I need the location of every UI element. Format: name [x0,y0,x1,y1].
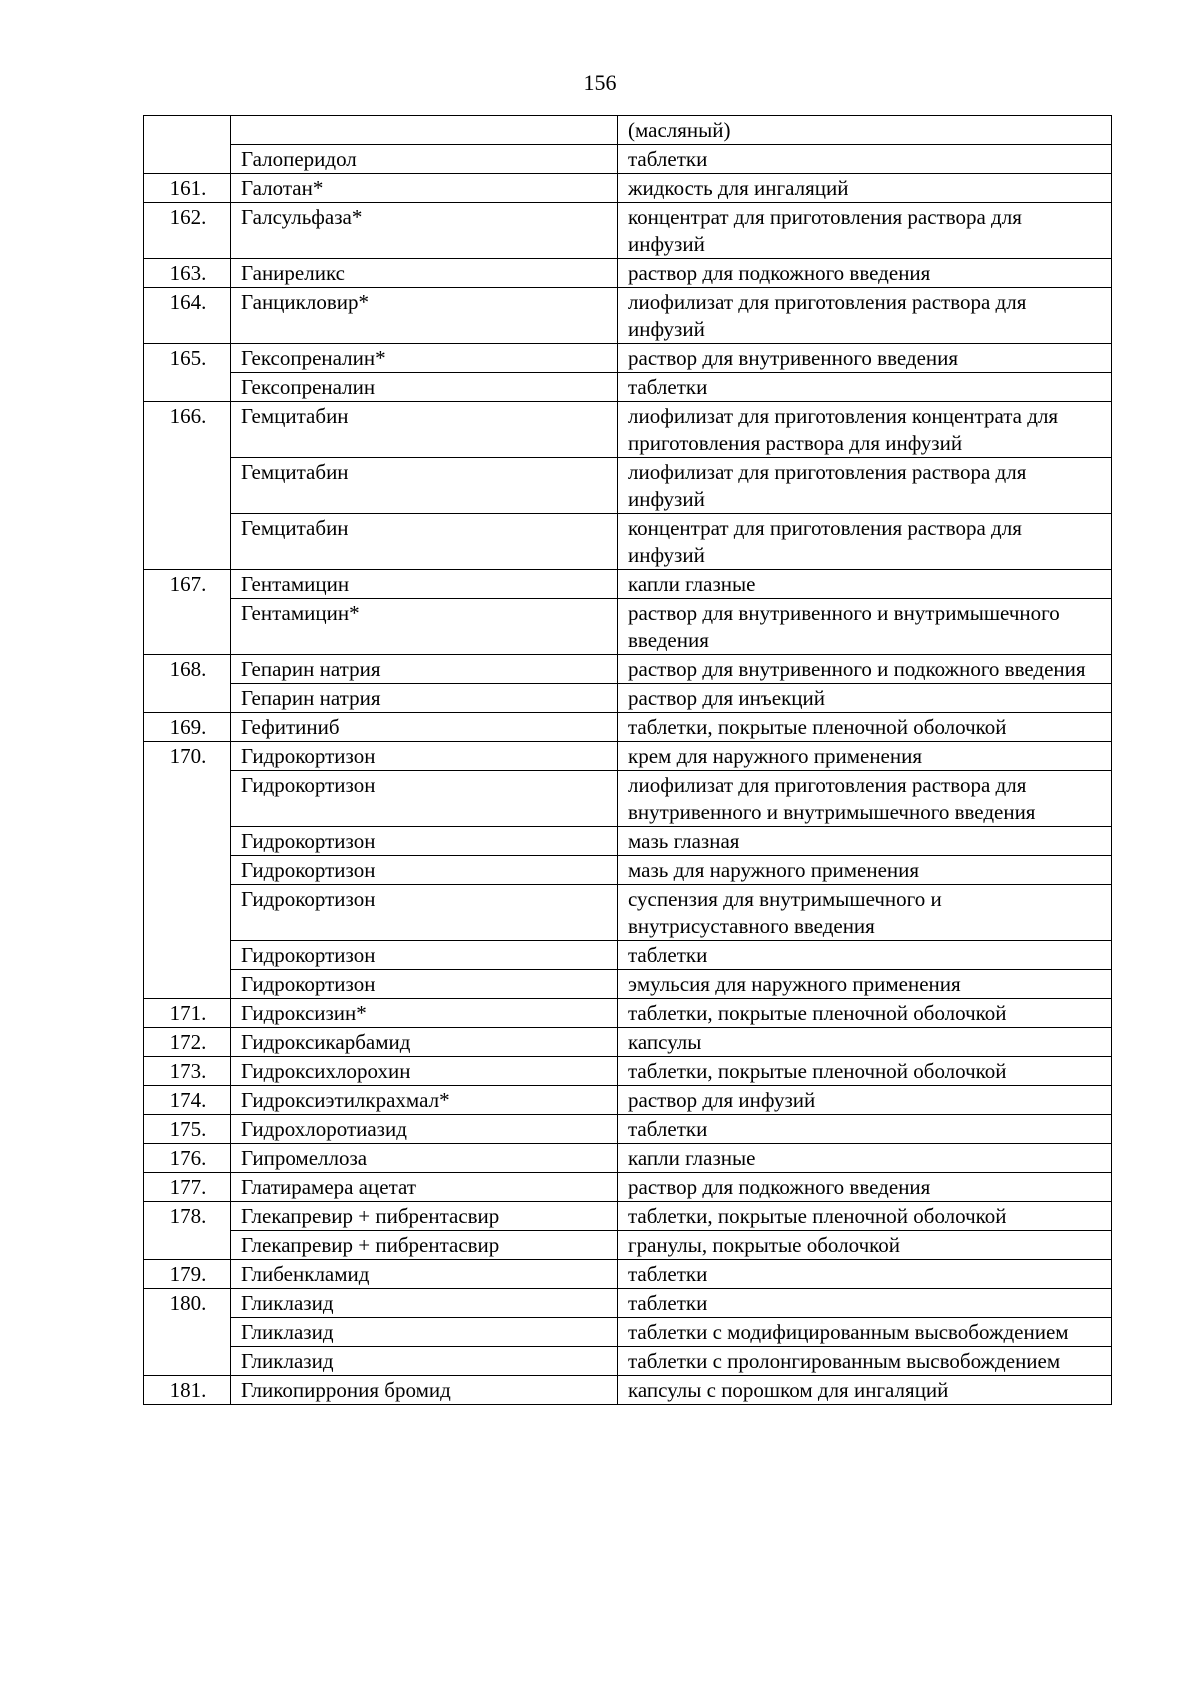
drug-name-cell: Галсульфаза* [231,203,618,259]
table-row [144,713,1112,742]
dosage-form-cell: капсулы с порошком для ингаляций [618,1376,1112,1405]
dosage-form-cell: лиофилизат для приготовления раствора для внутривенного и внутримышечного введения [618,771,1112,827]
table-row [144,1260,1112,1289]
entry-number-cell: 175. [144,1115,231,1144]
drug-name-cell: Гликлазид [231,1289,618,1318]
drug-name-cell: Глатирамера ацетат [231,1173,618,1202]
dosage-form-cell: лиофилизат для приготовления раствора для инфузий [618,288,1112,344]
entry-number-cell: 168. [144,655,231,713]
dosage-form-cell: капли глазные [618,570,1112,599]
drug-name-cell: Гепарин натрия [231,655,618,684]
entry-number-cell: 163. [144,259,231,288]
dosage-form-cell: концентрат для приготовления раствора для инфузий [618,203,1112,259]
drug-name-cell: Гексопреналин* [231,344,618,373]
entry-number-cell: 172. [144,1028,231,1057]
entry-number-cell: 179. [144,1260,231,1289]
table-row [144,116,1112,145]
drug-name-cell: Галоперидол [231,145,618,174]
entry-number-cell: 173. [144,1057,231,1086]
table-row [144,570,1112,599]
table-row [144,1231,1112,1260]
drug-name-cell: Гидрокортизон [231,970,618,999]
table-row [144,402,1112,458]
dosage-form-cell: лиофилизат для приготовления концентрата для приготовления раствора для инфузий [618,402,1112,458]
entry-number-cell: 181. [144,1376,231,1405]
drug-name-cell: Гликлазид [231,1318,618,1347]
drug-name-cell: Галотан* [231,174,618,203]
table-row [144,771,1112,827]
drug-name-cell: Гидрохлоротиазид [231,1115,618,1144]
drug-name-cell: Гидрокортизон [231,827,618,856]
drug-name-cell: Гентамицин* [231,599,618,655]
table-row [144,1057,1112,1086]
dosage-form-cell: раствор для подкожного введения [618,1173,1112,1202]
dosage-form-cell: концентрат для приготовления раствора для инфузий [618,514,1112,570]
drug-name-cell [231,116,618,145]
table-row [144,856,1112,885]
drug-name-cell: Гликопиррония бромид [231,1376,618,1405]
dosage-form-cell: таблетки с модифицированным высвобождением [618,1318,1112,1347]
page-number: 156 [583,70,617,95]
dosage-form-cell: раствор для подкожного введения [618,259,1112,288]
dosage-form-cell: раствор для инъекций [618,684,1112,713]
table-row [144,1376,1112,1405]
dosage-form-cell: суспензия для внутримышечного и внутрисуставного введения [618,885,1112,941]
entry-number-cell: 178. [144,1202,231,1260]
entry-number-cell: 171. [144,999,231,1028]
entry-number-cell: 165. [144,344,231,402]
dosage-form-cell: таблетки, покрытые пленочной оболочкой [618,999,1112,1028]
entry-number-cell: 167. [144,570,231,655]
table-row [144,885,1112,941]
table-row [144,288,1112,344]
drug-name-cell: Гидроксизин* [231,999,618,1028]
drug-name-cell: Гликлазид [231,1347,618,1376]
entry-number-cell: 176. [144,1144,231,1173]
entry-number-cell: 166. [144,402,231,570]
entry-number-cell: 169. [144,713,231,742]
dosage-form-cell: таблетки [618,1289,1112,1318]
drug-name-cell: Гидрокортизон [231,885,618,941]
entry-number-cell: 180. [144,1289,231,1376]
drug-name-cell: Гидрокортизон [231,742,618,771]
table-row [144,1144,1112,1173]
table-row [144,344,1112,373]
dosage-form-cell: таблетки [618,1260,1112,1289]
table-row [144,970,1112,999]
table-row [144,941,1112,970]
entry-number-cell: 174. [144,1086,231,1115]
drug-name-cell: Гемцитабин [231,458,618,514]
drug-name-cell: Глибенкламид [231,1260,618,1289]
drug-table [143,115,1112,1405]
table-row [144,1347,1112,1376]
table-body [144,116,1112,1405]
drug-name-cell: Гидрокортизон [231,771,618,827]
entry-number-cell: 170. [144,742,231,999]
drug-name-cell: Ганцикловир* [231,288,618,344]
table-row [144,174,1112,203]
table-row [144,1086,1112,1115]
dosage-form-cell: таблетки [618,373,1112,402]
drug-name-cell: Гидроксиэтилкрахмал* [231,1086,618,1115]
dosage-form-cell: крем для наружного применения [618,742,1112,771]
drug-name-cell: Гидроксикарбамид [231,1028,618,1057]
dosage-form-cell: таблетки [618,1115,1112,1144]
dosage-form-cell: таблетки [618,145,1112,174]
table-row [144,259,1112,288]
dosage-form-cell: мазь для наружного применения [618,856,1112,885]
table-row [144,1318,1112,1347]
drug-name-cell: Гипромеллоза [231,1144,618,1173]
table-row [144,373,1112,402]
drug-name-cell: Гидроксихлорохин [231,1057,618,1086]
dosage-form-cell: жидкость для ингаляций [618,174,1112,203]
dosage-form-cell: таблетки, покрытые пленочной оболочкой [618,1057,1112,1086]
drug-name-cell: Глекапревир + пибрентасвир [231,1202,618,1231]
dosage-form-cell: эмульсия для наружного применения [618,970,1112,999]
table-row [144,684,1112,713]
table-row [144,1289,1112,1318]
drug-name-cell: Гемцитабин [231,402,618,458]
dosage-form-cell: таблетки, покрытые пленочной оболочкой [618,713,1112,742]
table-row [144,1028,1112,1057]
dosage-form-cell: капли глазные [618,1144,1112,1173]
dosage-form-cell: (масляный) [618,116,1112,145]
dosage-form-cell: таблетки с пролонгированным высвобождением [618,1347,1112,1376]
table-row [144,145,1112,174]
drug-name-cell: Гентамицин [231,570,618,599]
entry-number-cell: 161. [144,174,231,203]
drug-name-cell: Ганиреликс [231,259,618,288]
table-row [144,514,1112,570]
drug-name-cell: Гемцитабин [231,514,618,570]
table-row [144,827,1112,856]
entry-number-cell [144,116,231,174]
entry-number-cell: 177. [144,1173,231,1202]
dosage-form-cell: мазь глазная [618,827,1112,856]
dosage-form-cell: гранулы, покрытые оболочкой [618,1231,1112,1260]
drug-name-cell: Гидрокортизон [231,856,618,885]
table-row [144,999,1112,1028]
dosage-form-cell: таблетки, покрытые пленочной оболочкой [618,1202,1112,1231]
drug-name-cell: Гефитиниб [231,713,618,742]
entry-number-cell: 162. [144,203,231,259]
table-row [144,1115,1112,1144]
entry-number-cell: 164. [144,288,231,344]
drug-name-cell: Гепарин натрия [231,684,618,713]
table-row [144,1173,1112,1202]
table-row [144,742,1112,771]
dosage-form-cell: раствор для внутривенного и внутримышечного введения [618,599,1112,655]
drug-name-cell: Гексопреналин [231,373,618,402]
dosage-form-cell: капсулы [618,1028,1112,1057]
dosage-form-cell: таблетки [618,941,1112,970]
drug-name-cell: Гидрокортизон [231,941,618,970]
dosage-form-cell: раствор для внутривенного введения [618,344,1112,373]
table-row [144,203,1112,259]
dosage-form-cell: раствор для внутривенного и подкожного введения [618,655,1112,684]
table-row [144,655,1112,684]
table-row [144,599,1112,655]
dosage-form-cell: раствор для инфузий [618,1086,1112,1115]
drug-name-cell: Глекапревир + пибрентасвир [231,1231,618,1260]
dosage-form-cell: лиофилизат для приготовления раствора для инфузий [618,458,1112,514]
table-row [144,458,1112,514]
table-row [144,1202,1112,1231]
